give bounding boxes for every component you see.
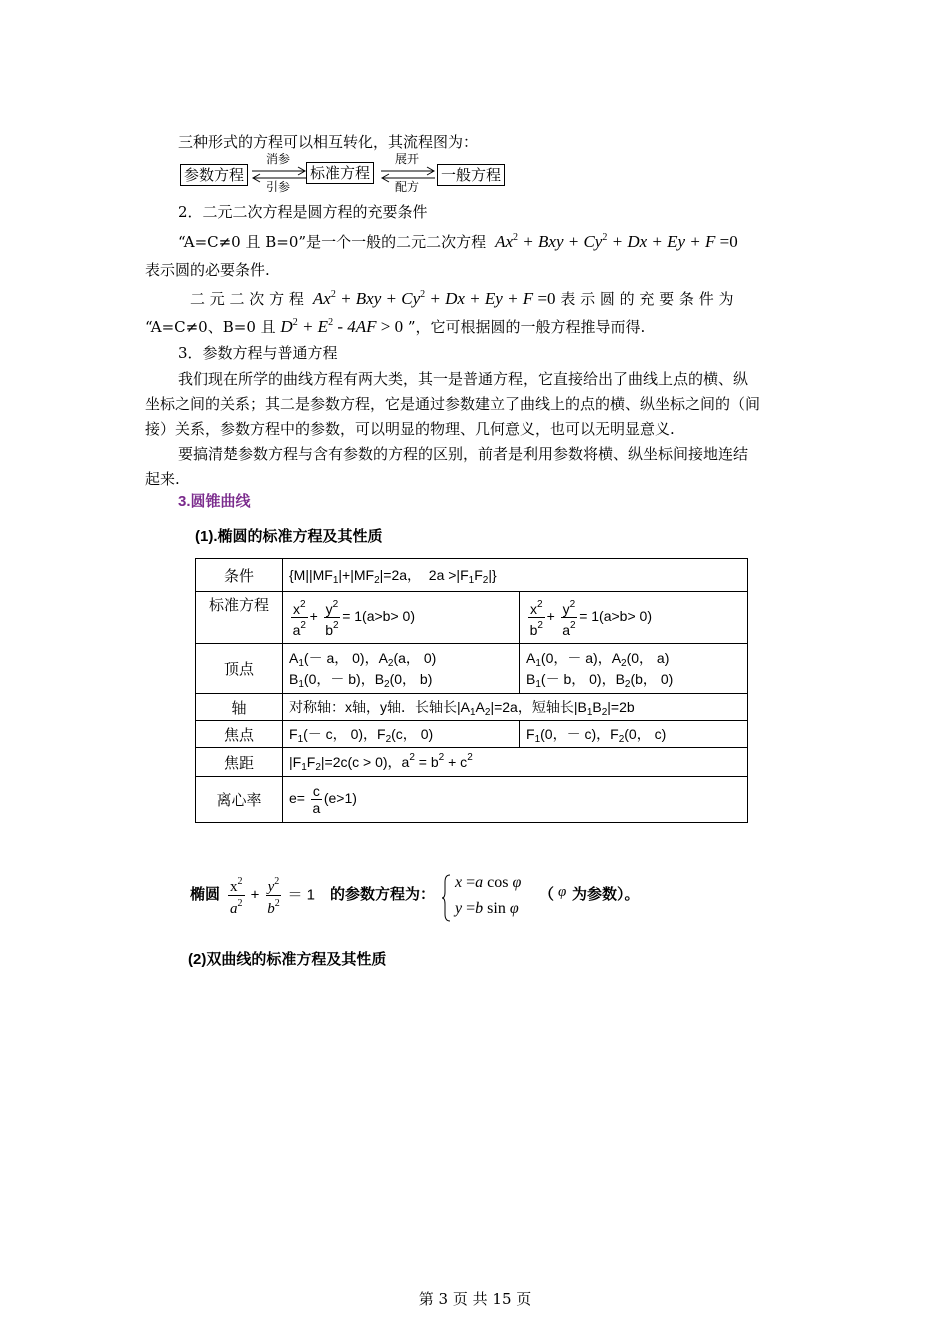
discriminant-condition: $D^2 + E^2 - 4AF > 0$ (280, 317, 404, 336)
footer-page-unit: 页 (452, 1290, 468, 1308)
p2a-suffix: 表示圆的必要条件. (145, 261, 270, 279)
p3-line2: 坐标之间的关系；其二是参数方程，它是通过参数建立了曲线上的点的横、纵坐标之间的（间 (145, 395, 761, 413)
ellipse-properties-table (195, 558, 748, 823)
footer-total-word: 共 (472, 1290, 488, 1308)
p2a-line1 (178, 228, 738, 252)
ellipse-param-mid: 的参数方程为： (330, 886, 436, 903)
footer-total-unit: 页 (516, 1290, 532, 1308)
flow-label-complete-square: 配方 (395, 180, 420, 194)
table-row (196, 559, 748, 592)
flow-label-eliminate: 消参 (266, 152, 291, 166)
p4-line2: 起来. (145, 470, 180, 488)
p2a-prefix: “A=C≠0 且 B=0”是一个一般的二元二次方程 (178, 233, 487, 251)
table-row (196, 694, 748, 721)
condition-value: {$M||MF_1|+|MF_2|=2a$， $2a >|F_1F_2|$} (283, 559, 748, 592)
p2b-line2-prefix: “A=C≠0、B=0 且 (145, 318, 276, 336)
heading-conic: 3.圆锥曲线 (178, 493, 251, 510)
p2b-line2-suffix: ”，它可根据圆的一般方程推导而得. (407, 318, 646, 336)
axis-value: 对称轴：x轴，y轴．长轴长$|A_1A_2|=2a$，短轴长$|B_1B_2|=2b$ (283, 694, 748, 721)
focus-horizontal: $F_1(- c$， 0)，$F_2(c$， 0) (283, 721, 520, 748)
table-row (196, 777, 748, 823)
focal-value: $|F_1F_2|=2c(c > 0)$，$a^2 = b^2 + c^2$ (283, 748, 748, 777)
heading-ellipse: (1).椭圆的标准方程及其性质 (195, 528, 383, 545)
standard-eq-vertical: $\frac{x^2}{b^2}$ + $\frac{y^2}{a^2}$ = 1(a>b> 0) (520, 592, 748, 644)
table-row (196, 644, 748, 694)
row-label-focal: 焦距 (196, 748, 283, 777)
p3-line1: 我们现在所学的曲线方程有两大类，其一是普通方程，它直接给出了曲线上点的横、纵 (178, 370, 749, 388)
flow-box-param: 参数方程 (180, 164, 248, 186)
footer-total-pages: 15 (492, 1290, 512, 1308)
p2b-line2 (145, 313, 645, 337)
p2b-line1 (190, 285, 807, 309)
ellipse-param-fraction: $\frac{x^2}{a^2}$ + $\frac{y^2}{b^2}$ ＝ 1 (230, 876, 315, 917)
param-y-equation: y =b sin φ (455, 900, 519, 917)
flow-label-expand: 展开 (395, 152, 420, 166)
footer-page-word: 第 (418, 1290, 434, 1308)
p2b-prefix: 二 元 二 次 方 程 (190, 290, 304, 308)
flow-box-standard: 标准方程 (306, 162, 374, 184)
page-footer (0, 1288, 950, 1309)
brace-icon (441, 874, 451, 922)
general-quadratic-equation-2: $Ax^2$ + Bxy + $Cy^2 + Dx + Ey + F =0$ (308, 289, 556, 308)
p4-line1: 要搞清楚参数方程与含有参数的方程的区别，前者是利用参数将横、纵坐标间接地连结 (178, 445, 749, 463)
vertex-horizontal: $A_1(- a$， 0)，$A_2(a$， 0) $B_1(0$，－ b)，$B_2(0$， b) (283, 644, 520, 694)
row-label-eccentricity: 离心率 (196, 777, 283, 823)
flow-label-introduce: 引参 (266, 180, 291, 194)
row-label-focus: 焦点 (196, 721, 283, 748)
param-x-equation: x =a cos φ (455, 874, 522, 891)
footer-page-number: 3 (438, 1290, 449, 1308)
row-label-axis: 轴 (196, 694, 283, 721)
flow-double-arrow-2 (379, 165, 437, 185)
focus-vertical: $F_1(0$，－ c)，$F_2(0$， c) (520, 721, 748, 748)
eccentricity-value: e= $\frac{c}{a}$ (e>1) (283, 777, 748, 823)
table-row (196, 748, 748, 777)
row-label-standard: 标准方程 (196, 592, 283, 644)
section2-title: 2．二元二次方程是圆方程的充要条件 (178, 203, 428, 221)
ellipse-param-label: 椭圆 (190, 886, 221, 903)
param-open-paren: （ (539, 886, 555, 903)
param-phi: φ (558, 884, 567, 900)
p3-line3: 接）关系，参数方程中的参数，可以明显的物理、几何意义，也可以无明显意义. (145, 420, 675, 438)
flow-box-general: 一般方程 (437, 164, 505, 186)
p2b-middle: 表 示 圆 的 充 要 条 件 为 (560, 290, 734, 308)
general-quadratic-equation: $Ax^2$ + Bxy + $Cy^2 + Dx + Ey + F =0$ (490, 232, 738, 251)
ellipse-param-tail: 为参数）。 (572, 886, 640, 903)
row-label-vertex: 顶点 (196, 644, 283, 694)
flow-double-arrow-1 (250, 165, 308, 185)
vertex-vertical: $A_1(0$，－ a)，$A_2(0$， a) $B_1(- b$， 0)，$B_2(b$， 0) (520, 644, 748, 694)
table-row (196, 592, 748, 644)
heading-hyperbola: (2)双曲线的标准方程及其性质 (188, 951, 387, 968)
row-label-condition: 条件 (196, 559, 283, 592)
table-row (196, 721, 748, 748)
section3-title: 3．参数方程与普通方程 (178, 344, 338, 362)
intro-text: 三种形式的方程可以相互转化，其流程图为： (178, 133, 479, 151)
standard-eq-horizontal: $\frac{x^2}{a^2}$ + $\frac{y^2}{b^2}$ = 1(a>b> 0) (283, 592, 520, 644)
